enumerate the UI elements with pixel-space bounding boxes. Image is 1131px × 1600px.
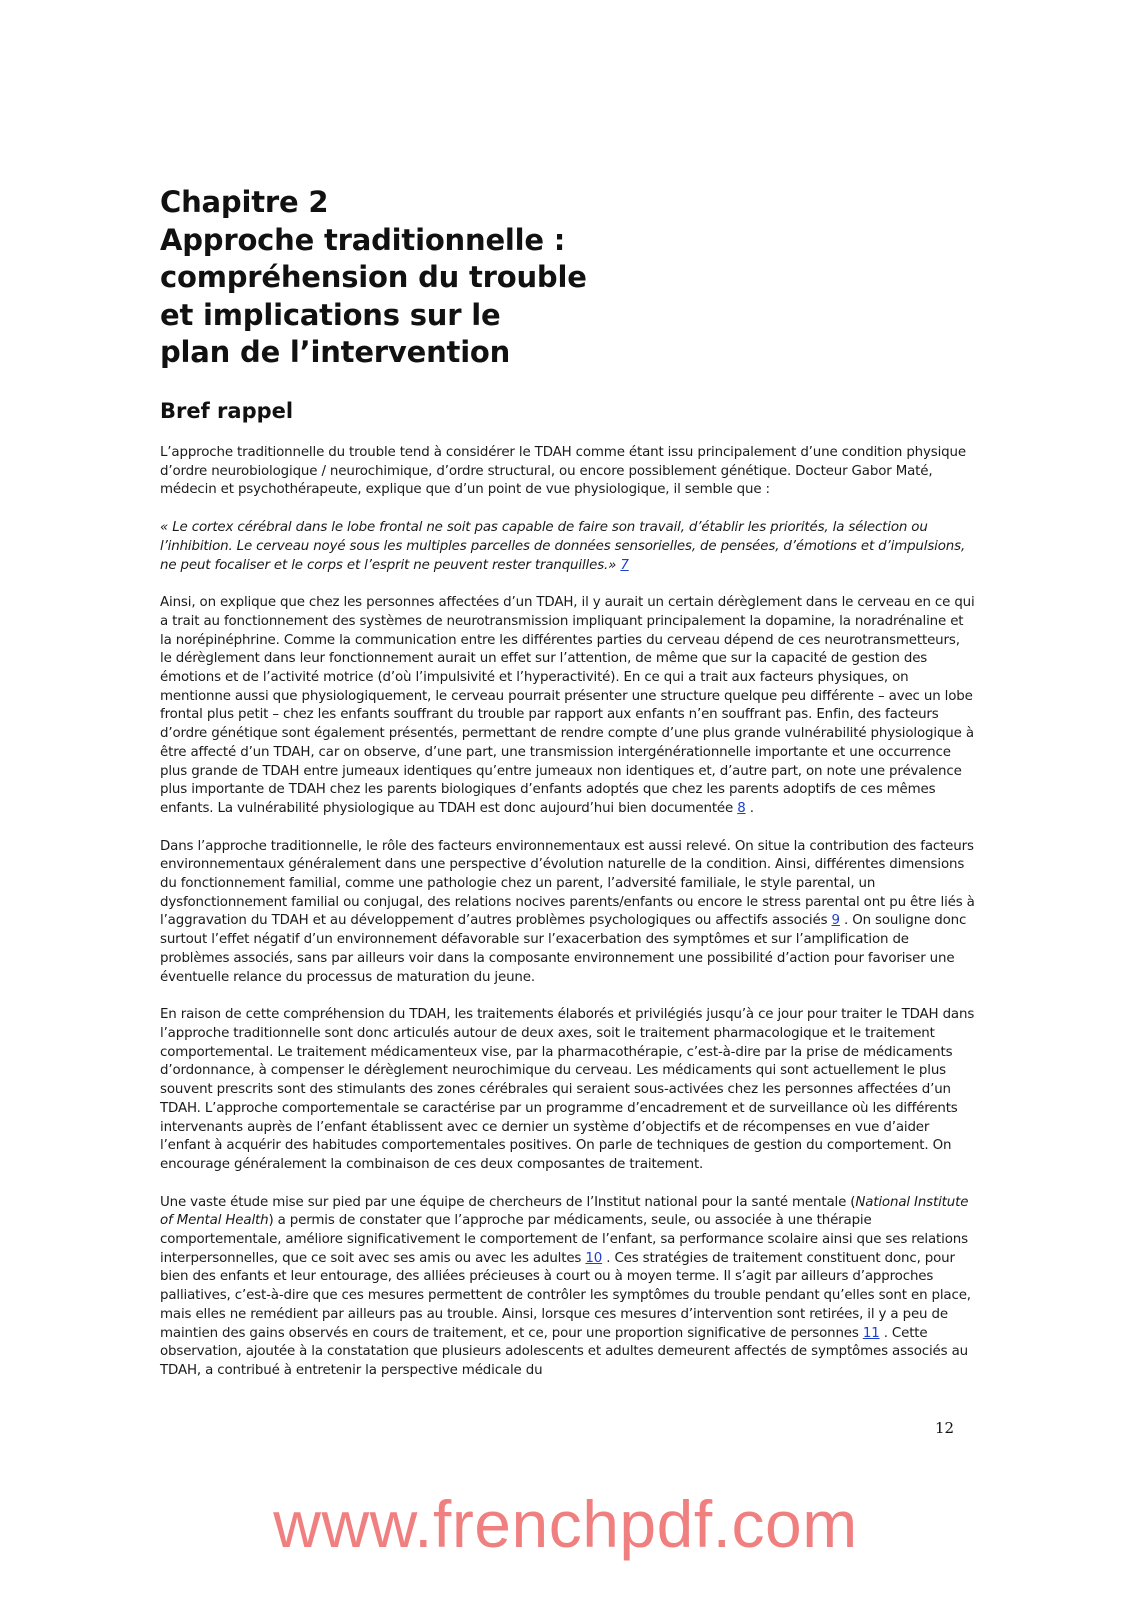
footnote-link-10[interactable]: 10 xyxy=(585,1250,603,1266)
footnote-link-9[interactable]: 9 xyxy=(831,913,840,929)
chapter-title xyxy=(160,184,920,372)
paragraph-study xyxy=(160,1194,975,1381)
institute-name: National Institute of Mental Health xyxy=(160,1194,969,1229)
chapter-title-line: Chapitre 2 xyxy=(160,185,329,219)
footnote-link-11[interactable]: 11 xyxy=(862,1325,880,1341)
paragraph-intro: L’approche traditionnelle du trouble tend à considérer le TDAH comme étant issu principalement d’une condition physique d’ordre neurobiologique / neurochimique, d’ordre structural, ou encore possiblement génétique. Docteur Gabor Maté, médecin et psychothérapeute, explique que d’un point de vue physiologique, il semble que : xyxy=(160,445,966,498)
paragraph-environment xyxy=(160,838,975,988)
paragraph-text: . Cette observation, ajoutée à la constatation que plusieurs adolescents et adultes demeurent affectés de symptômes associés au TDAH, a contribué à entretenir la perspective médicale du xyxy=(160,1325,968,1378)
paragraph-quote xyxy=(160,519,975,575)
page-number: 12 xyxy=(935,1419,955,1437)
body-text xyxy=(160,444,975,1400)
paragraph-text: Dans l’approche traditionnelle, le rôle des facteurs environnementaux est aussi relevé. On situe la contribution des facteurs environnementaux généralement dans une perspective d’évolution naturelle de la condition. Ainsi, différentes dimensions du fonctionnement familial, comme une pathologie chez un parent, l’adversité familiale, le style parental, un dysfonctionnement familial ou conjugal, des relations nocives parents/enfants ou encore le stress parental ont pu être liés à l’aggravation du TDAH et au développement d’autres problèmes psychologiques ou affectifs associés xyxy=(160,838,975,929)
watermark: www.frenchpdf.com xyxy=(273,1487,858,1561)
paragraph-text: Une vaste étude mise sur pied par une équipe de chercheurs de l’Institut national pour la santé mentale ( xyxy=(160,1194,856,1210)
paragraph-neurotransmission: Ainsi, on explique que chez les personnes affectées d’un TDAH, il y aurait un certain dérèglement dans le cerveau en ce qui a trait au fonctionnement des systèmes de neurotransmission impliquant principalement la dopamine, la noradrénaline et la norépinéphrine. Comme la communication entre les différentes parties du cerveau dépend de ces neurotransmetteurs, le dérèglement dans leur fonctionnement aurait un effet sur l’attention, de même que sur la capacité de gestion des émotions et de l’activité motrice (d’où l’impulsivité et l’hyperactivité). En ce qui a trait aux facteurs physiques, on mentionne aussi que physiologiquement, le cerveau pourrait présenter une structure quelque peu différente – avec un lobe frontal plus petit – chez les enfants souffrant du trouble par rapport aux enfants n’en souffrant pas. Enfin, des facteurs d’ordre génétique sont également présentés, permettant de rendre compte d’une plus grande vulnérabilité physiologique à être affecté d’un TDAH, car on observe, d’une part, une transmission intergénérationnelle importante et une occurrence plus grande de TDAH entre jumeaux identiques qu’entre jumeaux non identiques et, d’autre part, on note une prévalence plus importante de TDAH chez les parents biologiques d’enfants adoptés que chez les parents adoptifs de ces mêmes enfants. La vulnérabilité physiologique au TDAH est donc aujourd’hui bien documentée 8 . xyxy=(160,595,975,816)
paragraph-text: Ainsi, on explique que chez les personnes affectées d’un TDAH, il y aurait un certain dérèglement dans le cerveau en ce qui a trait au fonctionnement des systèmes de neurotransmission impliquant principalement la dopamine, la noradrénaline et la norépinéphrine. Comme la communication entre les différentes parties du cerveau dépend de ces neurotransmetteurs, le dérèglement dans leur fonctionnement aurait un effet sur l’attention, de même que sur la capacité de gestion des émotions et de l’activité motrice (d’où l’impulsivité et l’hyperactivité). En ce qui a trait aux facteurs physiques, on mentionne aussi que physiologiquement, le cerveau pourrait présenter une structure quelque peu différente – avec un lobe frontal plus petit – chez les enfants souffrant du trouble par rapport aux enfants n’en souffrant pas. Enfin, des facteurs d’ordre génétique sont également présentés, permettant de rendre compte d’une plus grande vulnérabilité physiologique à être affecté d’un TDAH, car on observe, d’une part, une transmission intergénérationnelle importante et une occurrence plus grande de TDAH entre jumeaux identiques qu’entre jumeaux non identiques et, d’autre part, on note une prévalence plus importante de TDAH chez les parents biologiques d’enfants adoptés que chez les parents adoptifs de ces mêmes enfants. La vulnérabilité physiologique au TDAH est donc aujourd’hui bien documentée xyxy=(160,595,975,816)
paragraph-text: ) a permis de constater que l’approche par médicaments, seule, ou associée à une thérapie comportementale, améliore significativement le comportement de l’enfant, sa performance scolaire ainsi que ses relations interpersonnelles, que ce soit avec ses amis ou avec les adultes xyxy=(160,1213,968,1266)
quote-text: « Le cortex cérébral dans le lobe frontal ne soit pas capable de faire son travail, d’établir les priorités, la sélection ou l’inhibition. Le cerveau noyé sous les multiples parcelles de données sensorielles, de pensées, d’émotions et d’impulsions, ne peut focaliser et le corps et l’esprit ne peuvent rester tranquilles.» xyxy=(160,520,966,573)
paragraph-treatments: En raison de cette compréhension du TDAH, les traitements élaborés et privilégiés jusqu’à ce jour pour traiter le TDAH dans l’approche traditionnelle sont donc articulés autour de deux axes, soit le traitement pharmacologique et le traitement comportemental. Le traitement médicamenteux vise, par la pharmacothérapie, c’est-à-dire par la prise de médicaments d’ordonnance, à compenser le dérèglement neurochimique du cerveau. Les médicaments qui sont actuellement le plus souvent prescrits sont des stimulants des zones cérébrales qui seraient sous-activées chez les personnes affectées d’un TDAH. L’approche comportementale se caractérise par un programme d’encadrement et de surveillance où les différents intervenants auprès de l’enfant établissent avec ce dernier un système d’objectifs et de récompenses en vue d’aider l’enfant à acquérir des habitudes comportementales positives. On parle de techniques de gestion du comportement. On encourage généralement la combinaison de ces deux composantes de traitement. xyxy=(160,1007,975,1172)
paragraph-text: . Ces stratégies de traitement constituent donc, pour bien des enfants et leur entourage, des alliées précieuses à court ou à moyen terme. Il s’agit par ailleurs d’approches palliatives, c’est-à-dire que ces mesures permettent de contrôler les symptômes du trouble pendant qu’elles sont en place, mais elles ne remédient par ailleurs pas au trouble. Ainsi, lorsque ces mesures d’intervention sont retirées, il y a peu de maintien des gains observés en cours de traitement, et ce, pour une proportion significative de personnes xyxy=(160,1250,971,1341)
section-heading: Bref rappel xyxy=(160,399,294,423)
chapter-title-line: plan de l’intervention xyxy=(160,335,511,369)
footnote-link-7[interactable]: 7 xyxy=(620,557,629,573)
chapter-title-line: et implications sur le xyxy=(160,297,501,332)
chapter-title-line: compréhension du trouble xyxy=(160,260,587,294)
chapter-title-line: Approche traditionnelle : xyxy=(160,222,566,257)
footnote-link-8[interactable]: 8 xyxy=(737,800,746,816)
paragraph-text: . On souligne donc surtout l’effet négatif d’un environnement défavorable sur l’exacerbation des symptômes et sur l’amplification de problèmes associés, sans par ailleurs voir dans la composante environnement une possibilité d’action pour favoriser une éventuelle relance du processus de maturation du jeune. xyxy=(160,913,967,985)
